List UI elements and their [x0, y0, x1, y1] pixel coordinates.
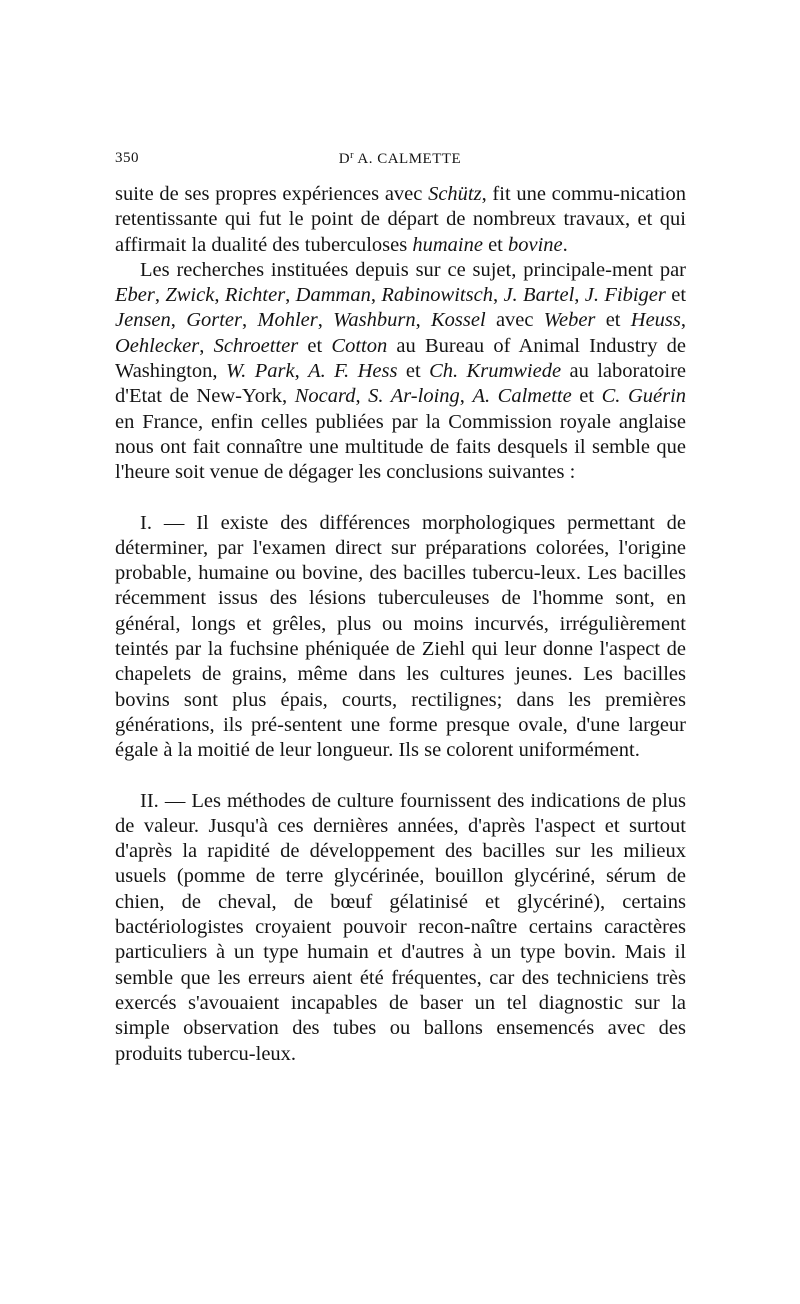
author-name: Gorter — [186, 309, 242, 332]
running-head-sup: r — [350, 150, 354, 161]
author-name: Heuss — [630, 309, 681, 332]
body-text — [115, 182, 686, 1067]
text-run: , — [199, 334, 214, 357]
text-run: , — [492, 284, 504, 307]
author-name: Rabinowitsch — [381, 284, 493, 307]
text-run: . — [562, 233, 568, 256]
author-name: Jensen — [115, 309, 171, 332]
author-name: Eber — [115, 284, 155, 307]
text-run: et — [397, 360, 430, 383]
author-name: S. Ar-loing — [368, 385, 460, 408]
italic-term: humaine — [412, 233, 483, 256]
text-run: , — [415, 309, 431, 332]
author-name: J. Bartel — [503, 284, 575, 307]
text-run: , — [317, 309, 334, 332]
author-name: W. Park — [225, 360, 295, 383]
paragraph-spacer — [115, 486, 686, 511]
text-run: et — [571, 385, 602, 408]
text-run: , fit une commu-nication retentissante qui fut le point de départ de nombreux travaux, et qui affirmait la dualité des tuberculoses — [115, 183, 686, 256]
text-run: , — [680, 309, 686, 332]
text-run: et — [482, 233, 508, 256]
author-name: Weber — [543, 309, 596, 332]
text-run: en France, enfin celles publiées par la Commission royale anglaise nous ont fait connaître une multitude de faits desquels il semble que l'heure soit venue de dégager les conclusions suivantes : — [115, 410, 686, 484]
text-run: , — [242, 309, 258, 332]
running-head — [115, 150, 685, 168]
text-run: , — [214, 284, 225, 307]
author-name: Kossel — [430, 309, 486, 332]
text-run: au laboratoire d'Etat de New-York, — [115, 360, 687, 408]
author-name: Ch. Krumwiede — [429, 360, 562, 383]
text-run: , — [294, 360, 309, 383]
author-name: A. F. Hess — [308, 360, 398, 383]
author-name: Washburn — [333, 309, 416, 332]
author-name: Richter — [224, 284, 286, 307]
paragraph-point-one: I. — Il existe des différences morphologiques permettant de déterminer, par l'examen direct sur préparations colorées, l'origine probable, humaine ou bovine, des bacilles tubercu-leux. Les bacilles récemment issus des lésions tuberculeuses de l'homme sont, en général, longs et grêles, plus ou moins incurvés, irrégulièrement teintés par la fuchsine phéniquée de Ziehl qui leur donne l'aspect de chapelets de grains, même dans les cultures jeunes. Les bacilles bovins sont plus épais, courts, rectilignes; dans les premières générations, ils pré-sentent une forme presque ovale, d'une largeur égale à la moitié de leur longueur. Ils se colorent uniformément. — [115, 511, 686, 762]
text-run: et — [665, 284, 687, 307]
running-head-prefix: D — [338, 151, 351, 167]
text-run: Les recherches instituées depuis sur ce sujet, principale-ment par — [140, 258, 686, 281]
author-name: Damman — [295, 284, 371, 307]
author-name: Zwick — [165, 284, 215, 307]
text-run: , — [285, 284, 296, 307]
italic-term: bovine — [508, 233, 563, 256]
paragraph-point-two: II. — Les méthodes de culture fournissent des indications de plus de valeur. Jusqu'à ces dernières années, d'après l'aspect et surtout d'après la rapidité de développement des bacilles sur les milieux usuels (pomme de terre glycérinée, bouillon glycériné, sérum de chien, de cheval, de bœuf gélatinisé et glycériné), certains bactériologistes croyaient pouvoir recon-naître certains caractères particuliers à un type humain et d'autres à un type bovin. Mais il semble que les erreurs aient été fréquentes, car des techniciens très exercés s'avouaient incapables de baser un tel diagnostic sur la simple observation des tubes ou ballons ensemencés avec des produits tubercu-leux. — [115, 789, 686, 1065]
text-run: et — [298, 334, 332, 357]
author-name: J. Fibiger — [584, 284, 666, 307]
text-run: , — [355, 385, 369, 408]
page-number: 350 — [115, 150, 139, 166]
text-run: , — [574, 284, 585, 307]
author-name: Oehlecker — [115, 334, 200, 357]
author-name: Schroetter — [213, 334, 299, 357]
text-run: avec — [485, 309, 544, 332]
paragraph-continuation — [115, 182, 686, 258]
author-name: Cotton — [331, 334, 388, 357]
paragraph-spacer — [115, 764, 686, 789]
author-name: Nocard — [294, 385, 356, 408]
text-run: , — [170, 309, 187, 332]
text-run: suite de ses propres expériences avec — [115, 183, 429, 205]
author-name: Mohler — [257, 309, 318, 332]
paragraph-research-list — [115, 258, 686, 486]
author-name: A. Calmette — [472, 385, 572, 408]
text-run: , — [459, 385, 473, 408]
text-run: et — [595, 309, 631, 332]
author-name: C. Guérin — [601, 385, 687, 408]
running-head-name: A. CALMETTE — [353, 151, 462, 167]
text-run: au Bureau of Animal Industry de Washington, — [115, 334, 687, 383]
text-run: , — [370, 284, 382, 307]
author-name: Schütz — [428, 183, 482, 205]
page-header — [115, 150, 685, 172]
text-run: , — [154, 284, 166, 307]
